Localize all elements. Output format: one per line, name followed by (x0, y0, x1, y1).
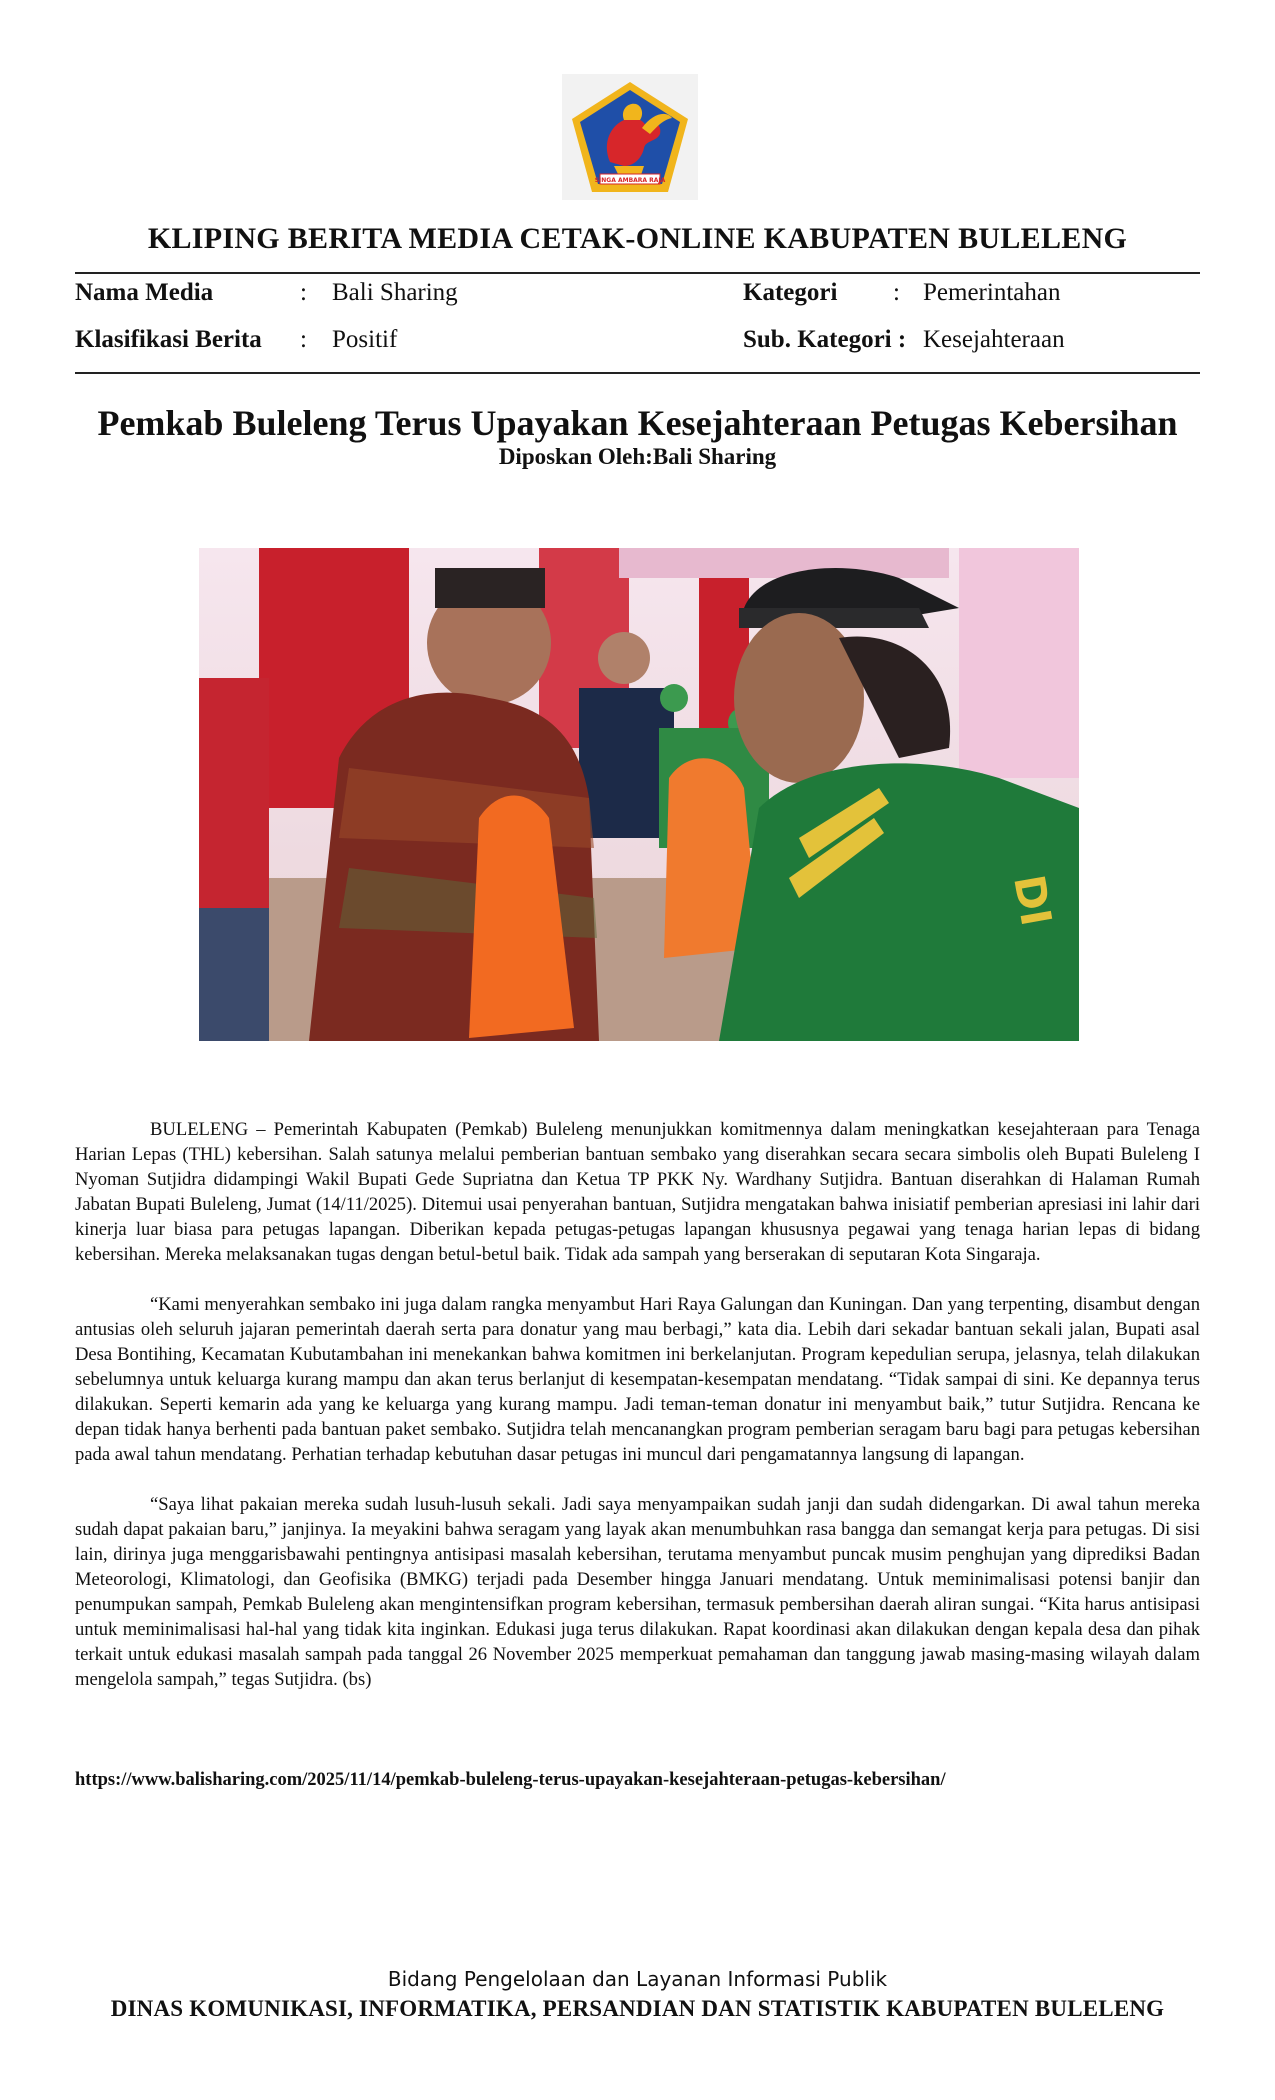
kategori-colon: : (893, 279, 900, 306)
footer-department-name: DINAS KOMUNIKASI, INFORMATIKA, PERSANDIAN DAN STATISTIK KABUPATEN BULELENG (110, 1996, 1165, 2021)
article-paragraph-1: BULELENG – Pemerintah Kabupaten (Pemkab) Buleleng menunjukkan komitmennya dalam meningkatkan kesejahteraan para Tenaga Harian Lepas (THL) kebersihan. Salah satunya melalui pemberian bantuan sembako yang diserahkan secara secara simbolis oleh Bupati Buleleng I Nyoman Sutjidra didampingi Wakil Bupati Gede Supriatna dan Ketua TP PKK Ny. Wardhany Sutjidra. Bantuan diserahkan di Halaman Rumah Jabatan Bupati Buleleng, Jumat (14/11/2025). Ditemui usai penyerahan bantuan, Sutjidra mengatakan bahwa inisiatif pemberian apresiasi ini lahir dari kinerja luar biasa para petugas lapangan. Diberikan kepada petugas-petugas lapangan khususnya pegawai yang tenaga harian lepas di bidang kebersihan. Mereka melaksanakan tugas dengan betul-betul baik. Tidak ada sampah yang berserakan di seputaran Kota Singaraja. (75, 1119, 1200, 1265)
article-body (75, 1117, 1200, 1717)
meta-klasifikasi-berita (75, 326, 715, 360)
klasifikasi-label: Klasifikasi Berita (75, 326, 262, 353)
buleleng-regency-emblem-icon (562, 74, 698, 200)
klasifikasi-value: Positif (332, 326, 398, 353)
article-paragraph-2: “Kami menyerahkan sembako ini juga dalam rangka menyambut Hari Raya Galungan dan Kuningan. Dan yang terpenting, disambut dengan antusias oleh seluruh jajaran pemerintah daerah serta para donatur yang mau berbagi,” kata dia. Lebih dari sekadar bantuan sekali jalan, Bupati asal Desa Bontihing, Kecamatan Kubutambahan ini menekankan bahwa komitmen ini berkelanjutan. Program kepedulian serupa, jelasnya, telah dilakukan sebelumnya untuk keluarga kurang mampu dan akan terus berlanjut di kesempatan-kesempatan mendatang. “Tidak sampai di sini. Ke depannya terus dilakukan. Seperti kemarin ada yang ke keluarga yang kurang mampu. Jadi teman-teman donatur ini menyambut baik,” tutur Sutjidra. Rencana ke depan tidak hanya berhenti pada bantuan paket sembako. Sutjidra telah mencanangkan program pemberian seragam baru bagi para petugas kebersihan pada awal tahun mendatang. Perhatian terhadap kebutuhan dasar petugas ini muncul dari pengamatannya langsung di lapangan. (75, 1294, 1200, 1465)
meta-sub-kategori (743, 326, 1200, 360)
kategori-label: Kategori (743, 279, 838, 306)
sub-kategori-value: Kesejahteraan (923, 326, 1065, 353)
klasifikasi-colon: : (300, 326, 307, 353)
article-paragraph-3: “Saya lihat pakaian mereka sudah lusuh-lusuh sekali. Jadi saya menyampaikan sudah janji dan sudah didengarkan. Di awal tahun mereka sudah dapat pakaian baru,” janjinya. Ia meyakini bahwa seragam yang layak akan menumbuhkan rasa bangga dan semangat kerja para petugas. Di sisi lain, dirinya juga menggarisbawahi pentingnya antisipasi masalah kebersihan, terutama menyambut puncak musim penghujan yang diprediksi Badan Meteorologi, Klimatologi, dan Geofisika (BMKG) terjadi pada Desember hingga Januari mendatang. Untuk meminimalisasi potensi banjir dan penumpukan sampah, Pemkab Buleleng akan mengintensifkan program kebersihan, termasuk pembersihan daerah aliran sungai. “Kita harus antisipasi untuk meminimalisasi hal-hal yang tidak kita inginkan. Edukasi juga terus dilakukan. Rapat koordinasi akan dilakukan dengan kepala desa dan pihak terkait untuk edukasi masalah sampah pada tanggal 26 November 2025 memperkuat pemahaman dan tanggung jawab masing-masing wilayah dalam mengelola sampah,” tegas Sutjidra. (bs) (75, 1494, 1200, 1690)
clipping-header-title: KLIPING BERITA MEDIA CETAK-ONLINE KABUPATEN BULELENG (147, 222, 1128, 255)
nama-media-value: Bali Sharing (332, 279, 458, 306)
svg-text:SINGA AMBARA RAJA: SINGA AMBARA RAJA (594, 177, 666, 184)
source-url-link[interactable]: https://www.balisharing.com/2025/11/14/pemkab-buleleng-terus-upayakan-kesejahteraan-petugas-kebersihan/ (75, 1770, 946, 1790)
nama-media-colon: : (300, 279, 307, 306)
news-photo (199, 548, 1079, 1041)
meta-nama-media (75, 279, 715, 313)
svg-text:DI: DI (1004, 871, 1062, 930)
meta-kategori (743, 279, 1200, 313)
article-title: Pemkab Buleleng Terus Upayakan Kesejahteraan Petugas Kebersihan (97, 403, 1178, 443)
nama-media-label: Nama Media (75, 279, 214, 306)
kategori-value: Pemerintahan (923, 279, 1061, 306)
sub-kategori-label: Sub. Kategori : (743, 326, 907, 353)
article-byline: Diposkan Oleh:Bali Sharing (498, 444, 777, 469)
header-bottom-divider (75, 372, 1200, 374)
footer-unit-name: Bidang Pengelolaan dan Layanan Informasi Publik (387, 1967, 888, 1991)
header-top-divider (75, 272, 1200, 274)
